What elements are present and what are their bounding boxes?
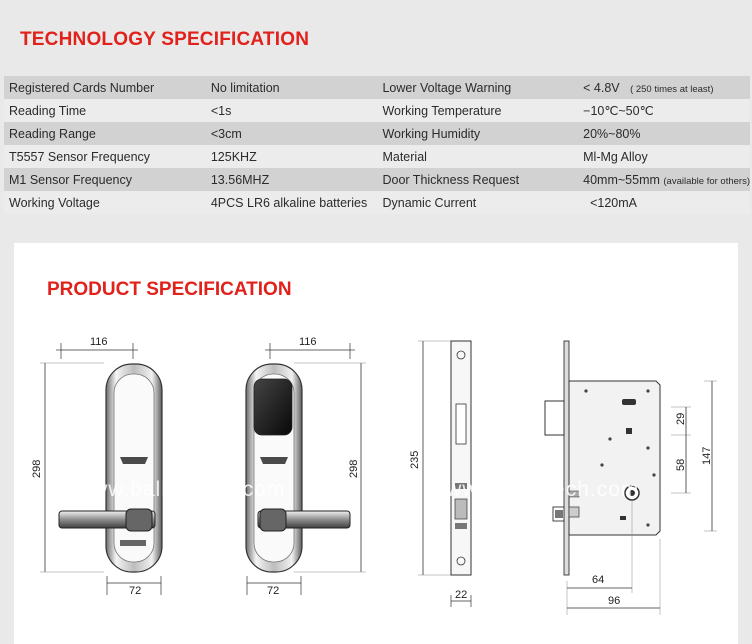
spec-note: ( 250 times at least): [630, 83, 714, 95]
spec-value: 4PCS LR6 alkaline batteries: [207, 191, 377, 214]
dim-lockbody-147: 147: [701, 446, 713, 465]
table-row: [4, 76, 750, 99]
table-row: [4, 168, 750, 191]
spec-label: Reading Time: [4, 99, 207, 122]
spec-value-cell: [577, 145, 750, 168]
dim-front-height: 298: [31, 459, 43, 478]
spec-value: < 4.8V: [583, 80, 620, 95]
front-handle-drawing: [31, 336, 162, 597]
watermark-text: www.balingtech.com: [76, 478, 286, 501]
dim-front-base: 72: [129, 585, 142, 597]
table-row: [4, 99, 750, 122]
spec-label: Working Voltage: [4, 191, 207, 214]
spec-value: 13.56MHZ: [207, 168, 377, 191]
spec-value-cell: [577, 76, 750, 99]
dim-back-width: 116: [299, 336, 317, 348]
spec-value-cell: [577, 168, 750, 191]
spec-label: Working Humidity: [376, 122, 577, 145]
dim-lockbody-64: 64: [592, 574, 605, 586]
faceplate-drawing: [409, 341, 471, 607]
spec-value-cell: [577, 99, 750, 122]
spec-note: (available for others): [663, 175, 750, 187]
spec-value-cell: [577, 191, 750, 214]
spec-value-cell: [577, 122, 750, 145]
tech-spec-table: [4, 76, 750, 214]
product-title: PRODUCT SPECIFICATION: [47, 279, 292, 300]
table-row: [4, 145, 750, 168]
spec-label: Lower Voltage Warning: [376, 76, 577, 99]
spec-label: Door Thickness Request: [376, 168, 577, 191]
spec-label: M1 Sensor Frequency: [4, 168, 207, 191]
dim-lockbody-58: 58: [675, 458, 687, 471]
spec-label: Reading Range: [4, 122, 207, 145]
spec-value: <120mA: [590, 195, 637, 210]
product-drawing: [14, 243, 738, 644]
spec-label: Working Temperature: [376, 99, 577, 122]
dim-lockbody-29: 29: [675, 412, 687, 425]
spec-value: −10℃~50℃: [583, 104, 654, 118]
watermark-text: www.balingtech.com: [430, 478, 640, 501]
dim-faceplate-width: 22: [455, 589, 468, 601]
dim-front-width: 116: [90, 336, 108, 348]
dim-faceplate-height: 235: [409, 450, 421, 469]
spec-value: <1s: [207, 99, 377, 122]
dim-lockbody-96: 96: [608, 595, 621, 607]
table-row: [4, 191, 750, 214]
product-panel: [14, 243, 738, 644]
spec-value: No limitation: [207, 76, 377, 99]
tech-title: TECHNOLOGY SPECIFICATION: [20, 29, 310, 50]
spec-value: 20%~80%: [583, 126, 641, 141]
spec-label: Material: [376, 145, 577, 168]
dim-back-height: 298: [348, 459, 360, 478]
table-row: [4, 122, 750, 145]
spec-value: <3cm: [207, 122, 377, 145]
spec-label: T5557 Sensor Frequency: [4, 145, 207, 168]
dim-back-base: 72: [267, 585, 280, 597]
spec-value: 40mm~55mm: [583, 172, 660, 187]
spec-value: Ml-Mg Alloy: [583, 149, 648, 164]
spec-label: Dynamic Current: [376, 191, 577, 214]
spec-label: Registered Cards Number: [4, 76, 207, 99]
spec-value: 125KHZ: [207, 145, 377, 168]
back-handle-drawing: [246, 336, 366, 597]
